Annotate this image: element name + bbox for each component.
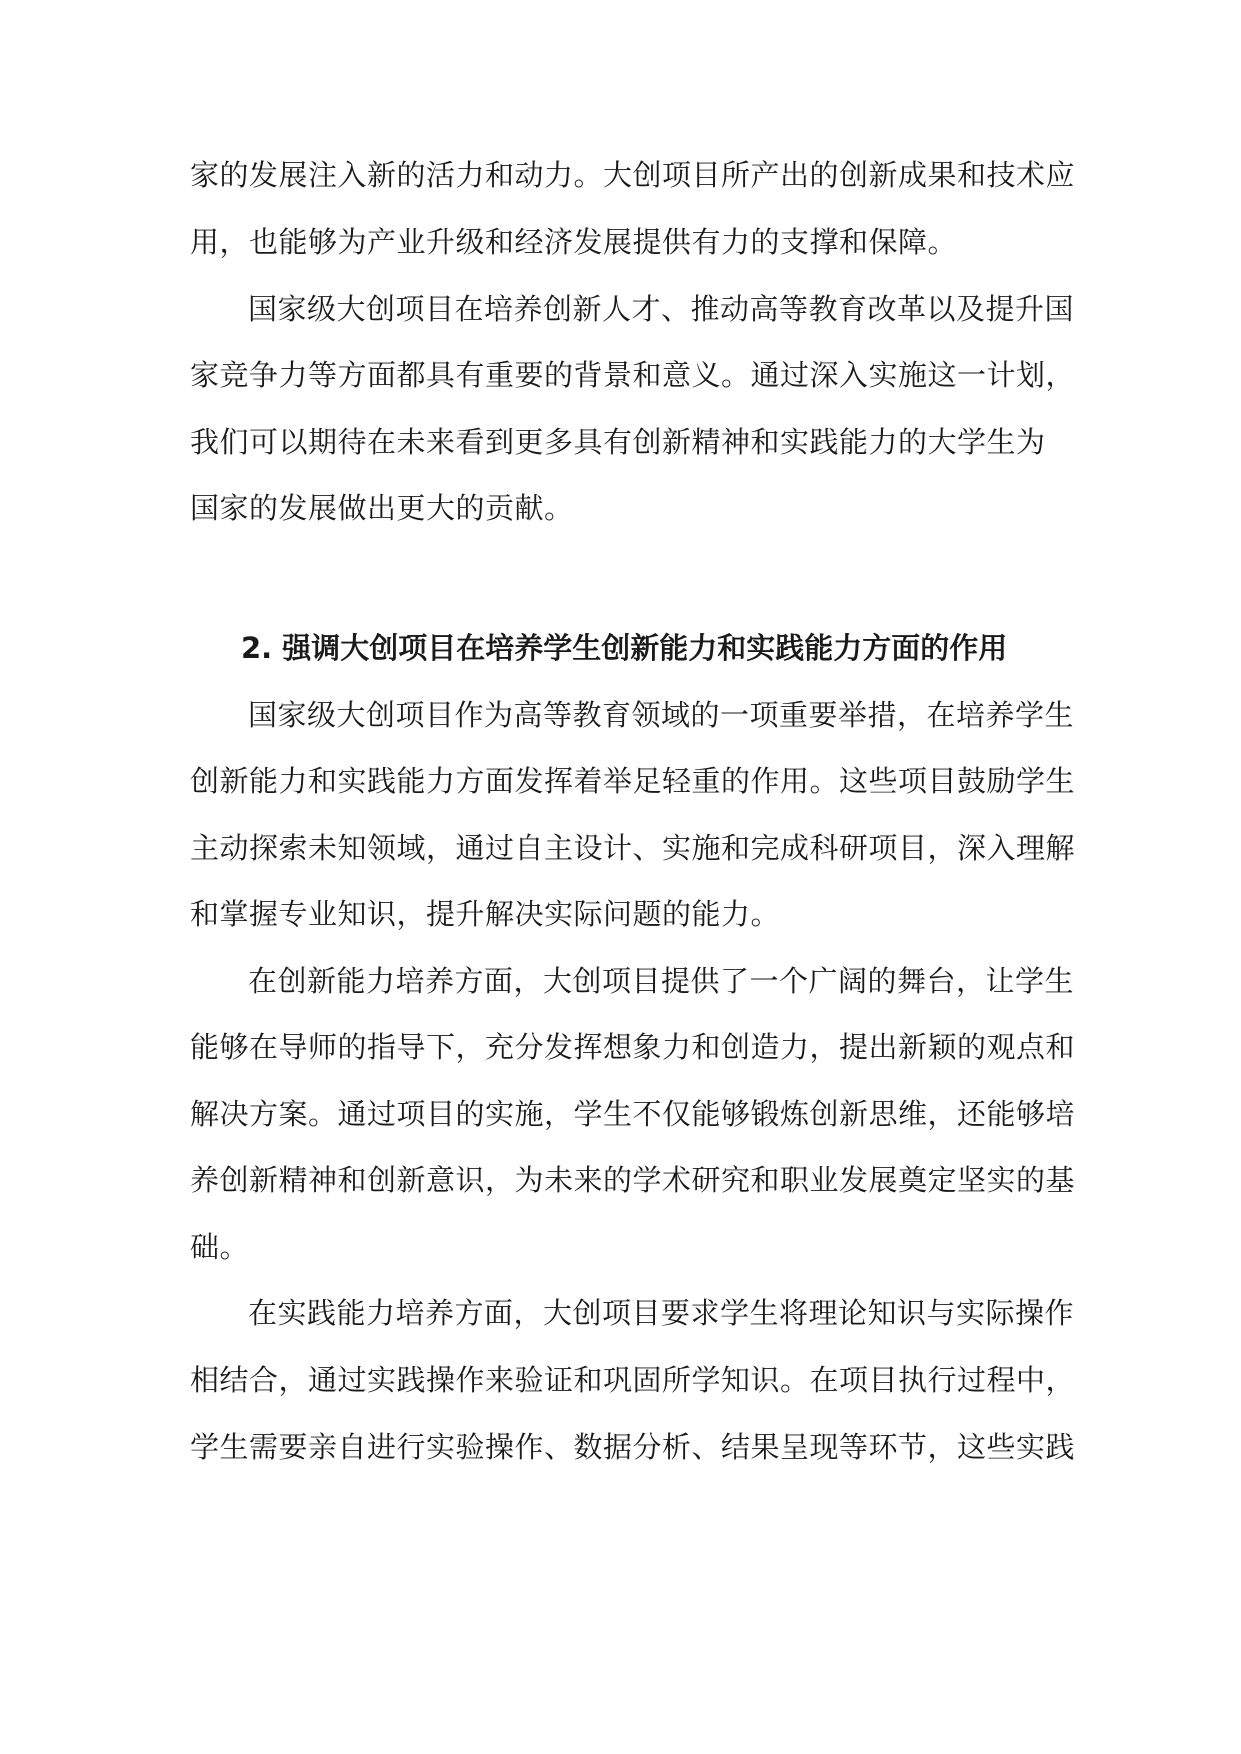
paragraph-line: 创新能力和实践能力方面发挥着举足轻重的作用。这些项目鼓励学生 — [190, 764, 1076, 798]
paragraph-line: 主动探索未知领域，通过自主设计、实施和完成科研项目，深入理解 — [190, 831, 1076, 865]
paragraph-line: 能够在导师的指导下，充分发挥想象力和创造力，提出新颖的观点和 — [190, 1030, 1076, 1064]
paragraph-line: 家竞争力等方面都具有重要的背景和意义。通过深入实施这一计划， — [190, 358, 1076, 392]
paragraph-line: 养创新精神和创新意识，为未来的学术研究和职业发展奠定坚实的基 — [190, 1163, 1076, 1197]
section-heading: 2. 强调大创项目在培养学生创新能力和实践能力方面的作用 — [241, 631, 1008, 665]
paragraph-line: 我们可以期待在未来看到更多具有创新精神和实践能力的大学生为 — [190, 425, 1046, 459]
paragraph-line: 解决方案。通过项目的实施，学生不仅能够锻炼创新思维，还能够培 — [190, 1097, 1076, 1131]
paragraph-line: 在创新能力培养方面，大创项目提供了一个广阔的舞台，让学生 — [248, 964, 1075, 998]
paragraph-line: 国家级大创项目作为高等教育领域的一项重要举措，在培养学生 — [248, 698, 1075, 732]
paragraph-line: 础。 — [190, 1230, 250, 1264]
paragraph-line: 用，也能够为产业升级和经济发展提供有力的支撑和保障。 — [190, 225, 958, 259]
paragraph-line: 学生需要亲自进行实验操作、数据分析、结果呈现等环节，这些实践 — [190, 1430, 1076, 1464]
paragraph-line: 在实践能力培养方面，大创项目要求学生将理论知识与实际操作 — [248, 1296, 1075, 1330]
paragraph-line: 家的发展注入新的活力和动力。大创项目所产出的创新成果和技术应 — [190, 158, 1076, 192]
paragraph-line: 国家的发展做出更大的贡献。 — [190, 491, 574, 525]
paragraph-line: 国家级大创项目在培养创新人才、推动高等教育改革以及提升国 — [248, 292, 1075, 326]
paragraph-line: 相结合，通过实践操作来验证和巩固所学知识。在项目执行过程中， — [190, 1363, 1076, 1397]
paragraph-line: 和掌握专业知识，提升解决实际问题的能力。 — [190, 897, 781, 931]
